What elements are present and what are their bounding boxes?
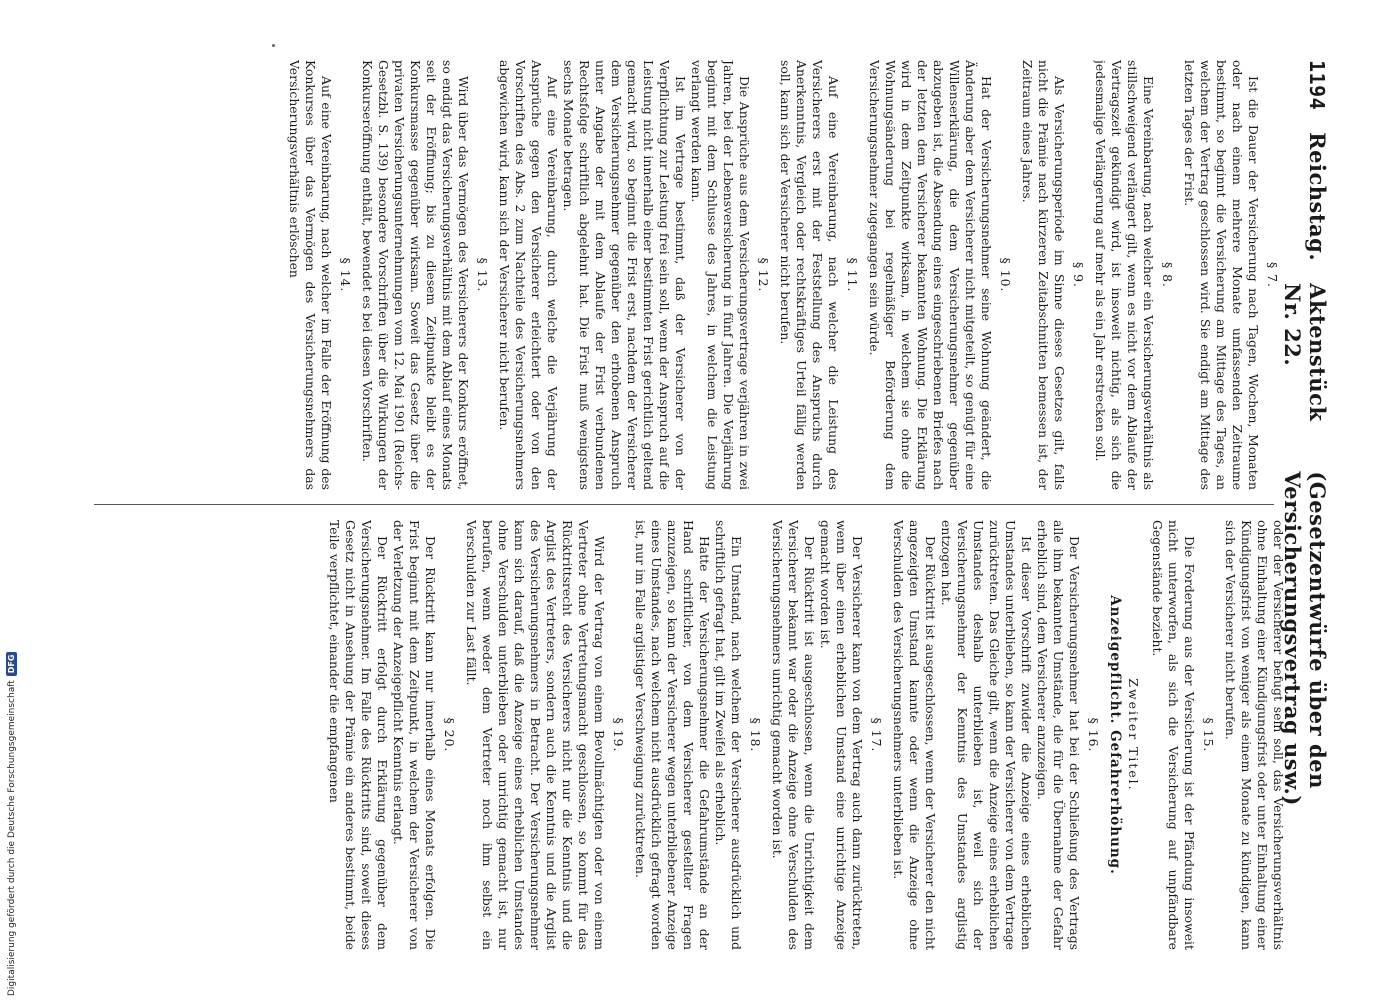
title-heading: Zweiter Titel. <box>1126 678 1141 792</box>
credit-text: Digitalisierung gefördert durch die Deutsche Forschungsgemeinschaft <box>6 680 17 996</box>
right-column <box>86 520 1286 950</box>
section-heading: § 18. <box>748 717 763 753</box>
section-heading: § 15. <box>1201 717 1216 753</box>
paragraph: Ist die Dauer der Versicherung nach Tagen, Wochen, Monaten oder nach einem mehrere Monate umfassenden Zeitraume bestimmt, so beginnt die Versicherung am Mittage des Tages, an welchem der Vertrag geschlossen wird. Sie endigt am Mittage des letzten Tages der Frist. <box>1182 60 1261 490</box>
section-heading: § 9. <box>1071 262 1086 288</box>
paragraph: Auf eine Vereinbarung, nach welcher die Leistung des Versicherers erst mit der Feststellung des Anspruchs durch Anerkenntnis, Vergleich oder rechtskräftiges Urteil fällig werden soll, kann sich der Versicherer nicht berufen. <box>778 60 841 490</box>
header-document: Aktenstück Nr. 22. <box>1280 283 1330 422</box>
section-heading: § 10. <box>998 257 1013 293</box>
page-header <box>1280 60 1330 950</box>
column-divider <box>94 504 1274 505</box>
section-heading: § 13. <box>475 257 490 293</box>
digitization-credit <box>6 652 17 996</box>
section-heading: § 8. <box>1160 262 1175 288</box>
section-heading: § 11. <box>845 257 860 293</box>
paragraph: Der Rücktritt ist ausgeschlossen, wenn der Versicherer den nicht angezeigten Umstand kannte oder wenn die Anzeige ohne Verschulden des Versicherungsnehmers unterblieben ist. <box>891 520 938 950</box>
paragraph: Wird über das Vermögen des Versicherers der Konkurs eröffnet, so endigt das Versicherungsverhältnis mit dem Ablauf eines Monats seit der Eröffnung; bis zu diesem Zeitpunkte bleibt es der Konkursmasse gegenüber wirksam. Soweit das Gesetz über die privaten Versicherungsunternehmungen vom 12. Mai 1901 (Reichs-Gesetzbl. S. 139) besondere Vorschriften über die Wirkungen der Konkurseröffnung enthält, bewendet es bei diesen Vorschriften. <box>360 60 471 490</box>
header-publication: Reichstag. <box>1305 132 1330 262</box>
paragraph: Als Versicherungsperiode im Sinne dieses Gesetzes gilt, falls nicht die Prämie nach kürzeren Zeitabschnitten bemessen ist, der Zeitraum eines Jahres. <box>1020 60 1067 490</box>
section-heading: § 20. <box>442 717 457 753</box>
paragraph: Ein Umstand, nach welchem der Versicherer ausdrücklich und schriftlich gefragt hat, gilt im Zweifel als erheblich. <box>713 520 744 950</box>
paragraph: Der Versicherer kann von dem Vertrag auch dann zurücktreten, wenn über einen erheblichen Umstand eine unrichtige Anzeige gemacht worden ist. <box>818 520 865 950</box>
paragraph: Wird der Vertrag von einem Bevollmächtigten oder von einem Vertreter ohne Vertretungsmacht geschlossen, so kommt für das Rücktrittsrecht des Versicherers nicht nur die Kenntnis und die Arglist des Vertreters, sondern auch die Kenntnis und die Arglist des Versicherungsnehmers in Betracht. Der Versicherungsnehmer kann sich darauf, daß die Anzeige eines erheblichen Umstandes ohne Verschulden unterblieben oder unrichtig gemacht ist, nur berufen, wenn weder dem Vertreter noch ihm selbst ein Verschulden zur Last fällt. <box>464 520 607 950</box>
paragraph: Der Rücktritt ist ausgeschlossen, wenn die Unrichtigkeit dem Versicherer bekannt war oder die Anzeige ohne Verschulden des Versicherungsnehmers unrichtig gemacht worden ist. <box>770 520 817 950</box>
paragraph: Auf eine Vereinbarung, durch welche die Verjährung der Ansprüche gegen den Versicherer erleichtert oder von den Vorschriften des Abs. 2 zum Nachteile des Versicherungsnehmers abgewichen wird, kann sich der Versicherer nicht berufen. <box>497 60 560 490</box>
section-heading: § 7. <box>1265 262 1280 288</box>
paragraph: oder der Versicherer befugt sein soll, das Versicherungsverhältnis ohne Einhaltung einer Kündigungsfrist oder unter Einhaltung einer Kündigungsfrist von weniger als einem Monate zu kündigen, kann sich der Versicherer nicht berufen. <box>1223 520 1286 950</box>
paragraph: Hat der Versicherungsnehmer seine Wohnung geändert, die Änderung aber dem Versicherer nicht mitgeteilt, so genügt für eine Willenserklärung, die dem Versicherungsnehmer gegenüber abzugeben ist, die Absendung eines eingeschriebenen Briefes nach der letzten dem Versicherer bekannten Wohnung. Die Erklärung wird in dem Zeitpunkte wirksam, in welchem sie ohne die Wohnungsänderung bei regelmäßiger Beförderung dem Versicherungsnehmer zugegangen sein würde. <box>867 60 994 490</box>
paragraph: Ist im Vertrage bestimmt, daß der Versicherer von der Verpflichtung zur Leistung frei sein soll, wenn der Anspruch auf die Leistung nicht innerhalb einer bestimmten Frist gerichtlich geltend gemacht wird, so beginnt die Frist erst, nachdem der Versicherer dem Versicherungsnehmer gegenüber den erhobenen Anspruch unter Angabe der mit dem Ablaufe der Frist verbundenen Rechtsfolge schriftlich abgelehnt hat. Die Frist muß wenigstens sechs Monate betragen. <box>561 60 688 490</box>
paragraph: Ist dieser Vorschrift zuwider die Anzeige eines erheblichen Umstandes unterblieben, so kann der Versicherer von dem Vertrage zurücktreten. Das Gleiche gilt, wenn die Anzeige eines erheblichen Umstandes deshalb unterblieben ist, weil sich der Versicherungsnehmer der Kenntnis des Umstandes arglistig entzogen hat. <box>939 520 1034 950</box>
header-subject: (Gesetzentwürfe über den Versicherungsvertrag usw.) <box>1280 471 1330 806</box>
left-column <box>86 60 1286 490</box>
section-heading: § 12. <box>756 257 771 293</box>
scan-speck <box>272 44 275 47</box>
paragraph: Die Forderung aus der Versicherung ist der Pfändung insoweit nicht unterworfen, als sich die Versicherung auf unpfändbare Gegenstände bezieht. <box>1150 520 1197 950</box>
rotated-page <box>80 60 1330 950</box>
section-heading: § 19. <box>611 717 626 753</box>
page-number: 1194 <box>1305 60 1329 111</box>
paragraph: Die Ansprüche aus dem Versicherungsvertrage verjähren in zwei Jahren, bei der Lebensversicherung in fünf Jahren. Die Verjährung beginnt mit dem Schlusse des Jahres, in welchem die Leistung verlangt werden kann. <box>689 60 752 490</box>
section-heading: § 17. <box>869 717 884 753</box>
text-columns <box>86 60 1286 950</box>
paragraph: Eine Vereinbarung, nach welcher ein Versicherungsverhältnis als stillschweigend verlängert gilt, wenn es nicht vor dem Ablaufe der Vertragszeit gekündigt wird, ist insoweit nichtig, als sich die jedesmalige Verlängerung auf mehr als ein Jahr erstrecken soll. <box>1093 60 1156 490</box>
paragraph: Hatte der Versicherungsnehmer die Gefahrumstände an der Hand schriftlicher, von dem Versicherer gestellter Fragen anzuzeigen, so kann der Versicherer wegen unterbliebener Anzeige eines Umstandes, nach welchem nicht ausdrücklich gefragt worden ist, nur im Falle arglistiger Verschweigung zurücktreten. <box>633 520 712 950</box>
paragraph: Der Rücktritt erfolgt durch Erklärung gegenüber dem Versicherungsnehmer. Im Falle des Rücktritts sind, soweit dieses Gesetz nicht in Ansehung der Prämie ein anderes bestimmt, beide Teile verpflichtet, einander die empfangenen <box>327 520 390 950</box>
dfg-logo-icon: DFG <box>6 652 17 677</box>
paragraph: Der Rücktritt kann nur innerhalb eines Monats erfolgen. Die Frist beginnt mit dem Zeitpunkt, in welchem der Versicherer von der Verletzung der Anzeigepflicht Kenntnis erlangt. <box>391 520 438 950</box>
section-heading: § 14. <box>338 257 353 293</box>
title-subheading: Anzeigepflicht. Gefahrerhöhung. <box>1107 595 1123 875</box>
paragraph: Auf eine Vereinbarung, nach welcher im Falle der Eröffnung des Konkurses über das Vermögen des Versicherungsnehmers das Versicherungsverhältnis erlöschen <box>287 60 334 490</box>
section-heading: § 16. <box>1086 717 1101 753</box>
paragraph: Der Versicherungsnehmer hat bei der Schließung des Vertrags alle ihm bekannten Umstände, die für die Übernahme der Gefahr erheblich sind, dem Versicherer anzuzeigen. <box>1035 520 1082 950</box>
